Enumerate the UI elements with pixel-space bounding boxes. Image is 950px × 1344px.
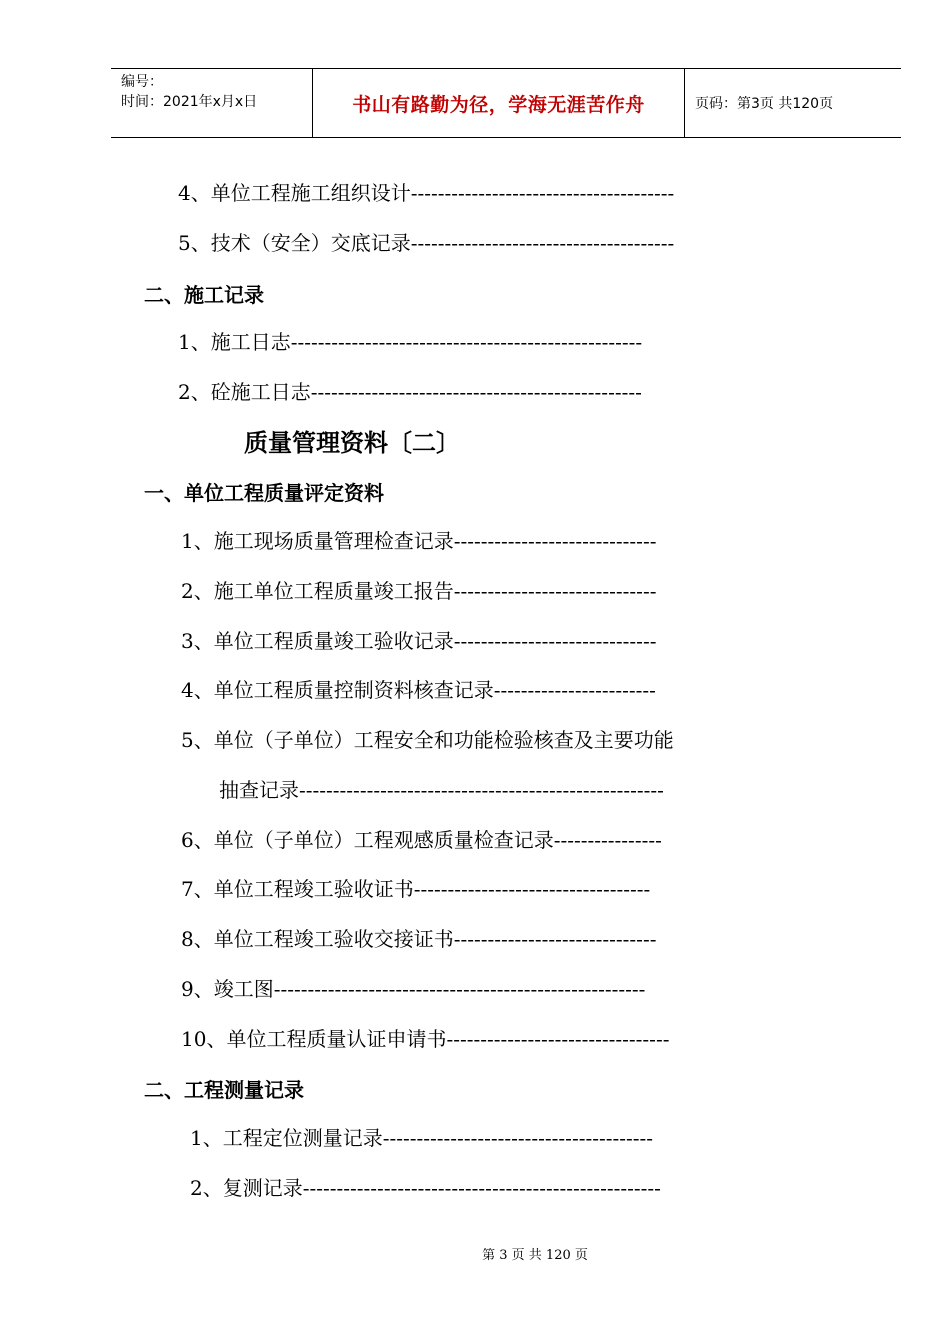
toc-item-acceptance-record: 3、单位工程质量竣工验收记录------------------------------ [181,629,657,653]
header-page-number: 页码：第3页 共120页 [695,96,834,112]
toc-item-as-built-drawing: 9、竣工图------------------------------------------------------- [181,977,646,1001]
toc-item-safety-function-check-cont: 抽查记录------------------------------------------------------ [219,778,664,802]
toc-item-handover-certificate: 8、单位工程竣工验收交接证书------------------------------ [181,927,657,951]
toc-item-technical-briefing: 5、技术（安全）交底记录--------------------------------------- [178,231,675,255]
header-motto-cell [313,69,685,137]
section-title-quality-management: 质量管理资料〔二〕 [244,429,460,457]
section-heading-survey-records: 二、工程测量记录 [144,1078,304,1102]
toc-item-acceptance-certificate: 7、单位工程竣工验收证书----------------------------------- [181,877,651,901]
section-heading-quality-assessment: 一、单位工程质量评定资料 [144,481,384,505]
document-number-label: 编号： [121,74,163,90]
toc-item-positioning-survey: 1、工程定位测量记录---------------------------------------- [190,1126,654,1150]
toc-item-appearance-quality-check: 6、单位（子单位）工程观感质量检查记录---------------- [181,828,662,852]
toc-item-quality-control-review: 4、单位工程质量控制资料核查记录------------------------ [181,678,656,702]
toc-item-construction-design: 4、单位工程施工组织设计--------------------------------------- [178,181,675,205]
page-header [111,68,901,138]
section-heading-construction-records: 二、施工记录 [144,283,264,307]
page-footer: 第 3 页 共 120 页 [482,1248,588,1263]
toc-item-concrete-log: 2、砼施工日志------------------------------------------------- [178,380,642,404]
toc-item-resurvey-record: 2、复测记录----------------------------------------------------- [190,1176,661,1200]
document-time-label: 时间：2021年x月x日 [121,94,258,110]
toc-item-construction-log: 1、施工日志---------------------------------------------------- [178,330,643,354]
header-page-cell [685,69,901,137]
toc-item-completion-report: 2、施工单位工程质量竣工报告------------------------------ [181,579,657,603]
toc-item-quality-certification: 10、单位工程质量认证申请书--------------------------------- [181,1027,670,1051]
toc-item-site-quality-check: 1、施工现场质量管理检查记录------------------------------ [181,529,657,553]
toc-item-safety-function-check: 5、单位（子单位）工程安全和功能检验核查及主要功能 [181,728,674,752]
header-motto: 书山有路勤为径，学海无涯苦作舟 [352,93,645,116]
header-meta-cell [111,69,313,137]
